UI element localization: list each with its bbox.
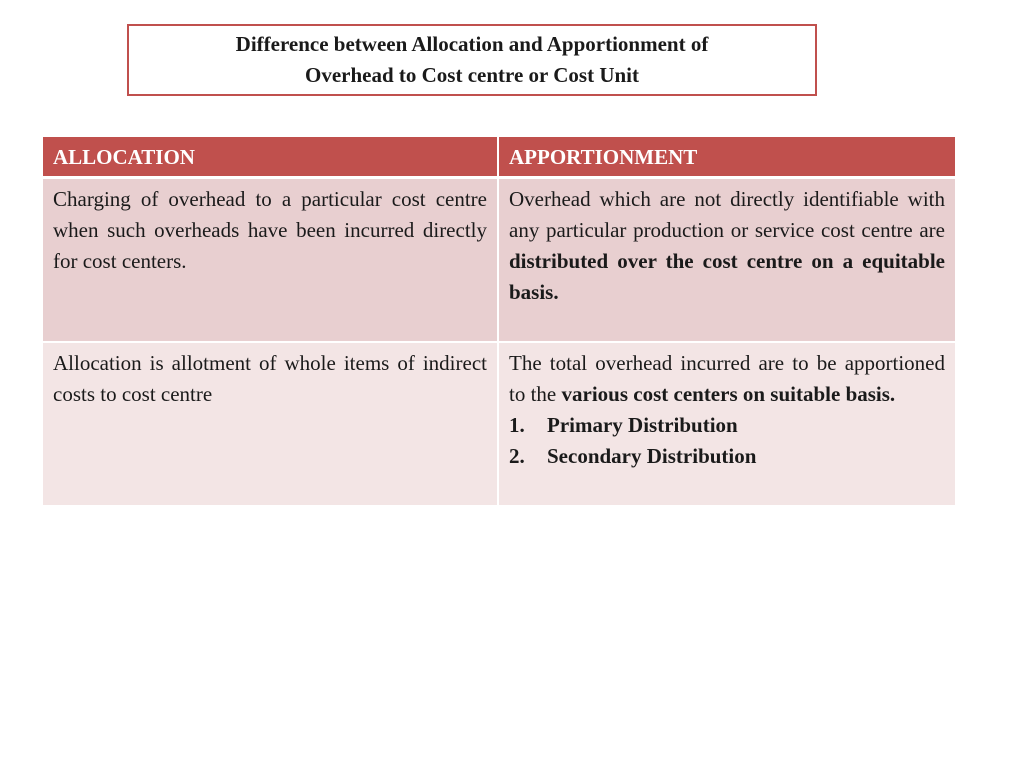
row1-apportionment-bold: distributed over the cost centre on a equitable basis.	[509, 249, 945, 304]
list-item-number: 2.	[509, 444, 525, 468]
header-apportionment: APPORTIONMENT	[499, 137, 955, 179]
row1-apportionment-cell	[499, 179, 955, 343]
table-row	[43, 179, 955, 343]
title-line-1: Difference between Allocation and Apportionment of	[235, 32, 709, 56]
comparison-table	[43, 137, 955, 505]
list-item-number: 1.	[509, 413, 525, 437]
list-item-text: Secondary Distribution	[547, 444, 757, 468]
table-row	[43, 343, 955, 505]
row2-allocation-text: Allocation is allotment of whole items of indirect costs to cost centre	[53, 351, 487, 406]
table-header-row	[43, 137, 955, 179]
list-item	[509, 441, 945, 472]
row2-allocation-cell	[43, 343, 499, 505]
list-item-text: Primary Distribution	[547, 413, 738, 437]
distribution-list	[509, 410, 945, 472]
row2-apportionment-cell	[499, 343, 955, 505]
list-item	[509, 410, 945, 441]
title-box	[127, 24, 817, 96]
header-allocation: ALLOCATION	[43, 137, 499, 179]
row2-apportionment-bold: various cost centers on suitable basis.	[561, 382, 896, 406]
row1-allocation-cell	[43, 179, 499, 343]
row1-apportionment-text: Overhead which are not directly identifiable with any particular production or service cost centre are	[509, 187, 945, 242]
row2-apportionment-text: The total overhead incurred are to be apportioned to the	[509, 351, 945, 406]
title-line-2: Overhead to Cost centre or Cost Unit	[304, 63, 639, 87]
row1-allocation-text: Charging of overhead to a particular cost centre when such overheads have been incurred directly for cost centers.	[53, 187, 487, 273]
